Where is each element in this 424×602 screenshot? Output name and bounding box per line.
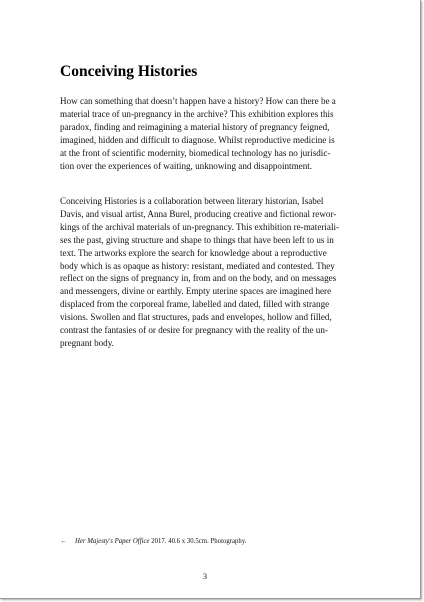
paragraph-1-line: paradox, finding and reimagining a material history of pregnancy feigned,	[60, 121, 330, 132]
paragraph-2-line: Davis, and visual artist, Anna Burel, producing creative and fictional rewor-	[60, 208, 337, 219]
paragraph-2-line: text. The artworks explore the search for knowledge about a reproductive	[60, 247, 327, 258]
page-number: 3	[203, 572, 207, 581]
paragraph-2-line: and messengers, divine or earthly. Empty uterine spaces are imagined here	[60, 286, 332, 297]
image-caption	[60, 538, 247, 545]
paragraph-2-line: visions. Swollen and flat structures, pads and envelopes, hollow and filled,	[60, 312, 332, 323]
paragraph-2-line: kings of the archival materials of un-pregnancy. This exhibition re-materiali-	[60, 221, 340, 232]
paragraph-2-line: displaced from the corporeal frame, labelled and dated, filled with strange	[60, 299, 330, 310]
caption-artwork-title: Her Majesty's Paper Office	[75, 538, 150, 545]
paragraph-1-line: imagined, hidden and difficult to diagnose. Whilst reproductive medicine is	[60, 134, 335, 145]
paragraph-2-line: ses the past, giving structure and shape to things that have been left to us in	[60, 234, 334, 245]
paragraph-1	[60, 95, 366, 172]
paragraph-1-line: material trace of un-pregnancy in the archive? This exhibition explores this	[60, 108, 334, 119]
paragraph-2-line: contrast the fantasies of or desire for pregnancy with the reality of the un-	[60, 325, 328, 336]
page-title: Conceiving Histories	[60, 63, 198, 80]
caption-details: 2017. 40.6 x 30.5cm. Photography.	[149, 538, 247, 545]
paragraph-1-line: at the front of scientific modernity, biomedical technology has no jurisdic-	[60, 147, 331, 158]
paragraph-2-line: reflect on the signs of pregnancy in, from and on the body, and on messages	[60, 273, 337, 284]
left-arrow-icon: ←	[60, 538, 67, 545]
paragraph-2-line: pregnant body.	[60, 337, 114, 348]
paragraph-2-line: Conceiving Histories is a collaboration between literary historian, Isabel	[60, 196, 324, 206]
paragraph-2	[60, 195, 366, 350]
paragraph-1-line: How can something that doesn’t happen have a history? How can there be a	[60, 96, 336, 106]
paragraph-1-line: tion over the experiences of waiting, unknowing and disappointment.	[60, 160, 313, 171]
paragraph-2-line: body which is as opaque as history: resistant, mediated and contested. They	[60, 260, 335, 271]
